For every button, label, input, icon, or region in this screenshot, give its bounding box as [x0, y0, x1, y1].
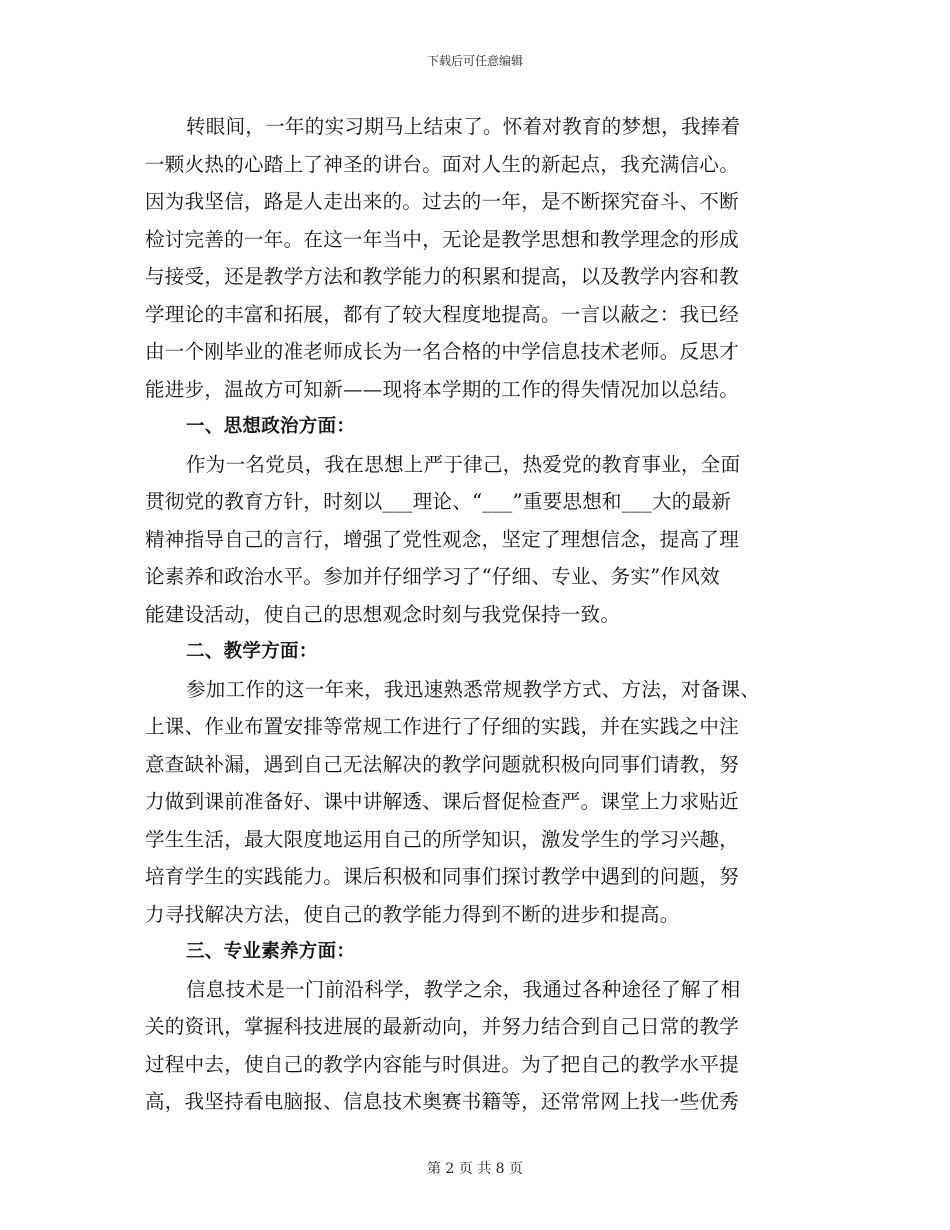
paragraph-line: 一颗火热的心踏上了神圣的讲台。面对人生的新起点，我充满信心。: [145, 152, 740, 176]
paragraph-line: 由一个刚毕业的准老师成长为一名合格的中学信息技术老师。反思才: [145, 340, 740, 363]
paragraph-line: 因为我坚信，路是人走出来的。过去的一年，是不断探究奋斗、不断: [145, 190, 740, 213]
paragraph-line: 能进步，温故方可知新——现将本学期的工作的得失情况加以总结。: [145, 377, 740, 401]
page-footer: 第 2 页 共 8 页: [426, 1161, 524, 1177]
paragraph-line: 能建设活动，使自己的思想观念时刻与我党保持一致。: [145, 602, 621, 626]
paragraph-line: 贯彻党的教育方针，时刻以___理论、“___”重要思想和___大的最新: [145, 490, 732, 513]
paragraph-line: 学理论的丰富和拓展，都有了较大程度地提高。一言以蔽之：我已经: [145, 302, 740, 326]
paragraph-line: 与接受，还是教学方法和教学能力的积累和提高，以及教学内容和教: [145, 265, 740, 288]
paragraph-line: 作为一名党员，我在思想上严于律己，热爱党的教育事业，全面: [186, 452, 741, 476]
paragraph-line: 精神指导自己的言行，增强了党性观念，坚定了理想信念，提高了理: [145, 527, 740, 551]
paragraph-line: 培育学生的实践能力。课后积极和同事们探讨教学中遇到的问题，努: [145, 865, 740, 888]
paragraph-line: 参加工作的这一年来，我迅速熟悉常规教学方式、方法，对备课、: [186, 677, 761, 701]
paragraph-line: 学生生活，最大限度地运用自己的所学知识，激发学生的学习兴趣，: [145, 827, 740, 851]
paragraph-line: 上课、作业布置安排等常规工作进行了仔细的实践，并在实践之中注: [145, 715, 740, 738]
paragraph-line: 意查缺补漏，遇到自己无法解决的教学问题就积极向同事们请教，努: [145, 752, 740, 776]
paragraph-line: 论素养和政治水平。参加并仔细学习了“仔细、专业、务实”作风效: [145, 565, 720, 588]
page-header: 下载后可任意编辑: [426, 54, 523, 68]
paragraph-line: 检讨完善的一年。在这一年当中，无论是教学思想和教学理念的形成: [145, 227, 740, 251]
paragraph-line: 力做到课前准备好、课中讲解透、课后督促检查严。课堂上力求贴近: [145, 790, 740, 813]
section-heading: 一、思想政治方面：: [186, 416, 356, 437]
paragraph-line: 过程中去，使自己的教学内容能与时俱进。为了把自己的教学水平提: [145, 1052, 740, 1076]
paragraph-line: 高，我坚持看电脑报、信息技术奥赛书籍等，还常常网上找一些优秀: [145, 1090, 740, 1113]
section-heading: 三、专业素养方面：: [186, 941, 356, 962]
section-heading: 二、教学方面：: [186, 641, 318, 662]
document-body: [145, 108, 810, 1121]
paragraph-line: 转眼间，一年的实习期马上结束了。怀着对教育的梦想，我捧着: [186, 115, 741, 138]
paragraph-line: 信息技术是一门前沿科学，教学之余，我通过各种途径了解了相: [186, 977, 741, 1001]
paragraph-line: 力寻找解决方法，使自己的教学能力得到不断的进步和提高。: [145, 902, 680, 926]
paragraph-line: 关的资讯，掌握科技进展的最新动向，并努力结合到自己日常的教学: [145, 1015, 740, 1038]
